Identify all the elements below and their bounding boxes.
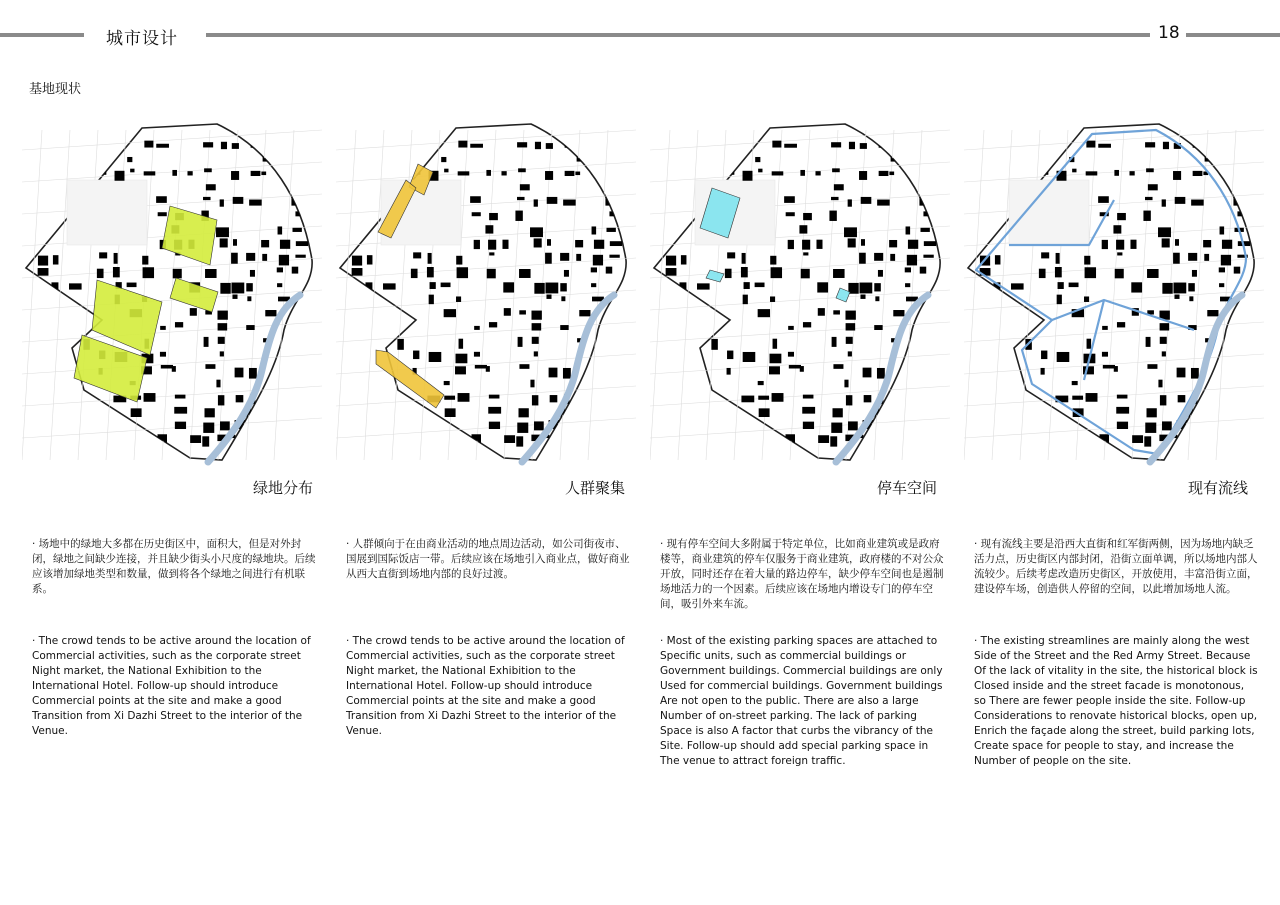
site-map-circulation	[964, 120, 1264, 480]
header-rule-end	[1186, 33, 1280, 37]
cn-description-greenspace: · 场地中的绿地大多都在历史街区中，面积大，但是对外封闭，绿地之间缺少连接，并且缺少街头小尺度的绿地块。后续应该增加绿地类型和数量，做到将各个绿地之间进行有机联系。	[32, 538, 316, 595]
en-description-greenspace: · The crowd tends to be active around the location of Commercial activities, such as the corporate street Night market, the National Exhibition to the International Hotel. Follow-up should introduce Commercial points at the site and make a good Transition from Xi Dazhi Street to the interior of the Venue.	[32, 635, 311, 737]
site-map-crowd	[336, 120, 636, 480]
cn-description-crowd: · 人群倾向于在由商业活动的地点周边活动，如公司街夜市、国展到国际饭店一带。后续应该在场地引入商业点，做好商业从西大直街到场地内部的良好过渡。	[346, 538, 630, 580]
en-description-parking: · Most of the existing parking spaces are attached to Specific units, such as commercial buildings or Government buildings. Commercial buildings are only Used for commercial buildings. Government buildings Are not open to the public. There are also a large Number of on-street parking. The lack of parking Space is also A factor that curbs the vibrancy of the Site. Follow-up should add special parking space in The venue to attract foreign traffic.	[660, 635, 943, 767]
caption-greenspace: 绿地分布	[253, 479, 314, 497]
cn-description-parking: · 现有停车空间大多附属于特定单位，比如商业建筑或是政府楼等，商业建筑的停车仅服务于商业建筑，政府楼的不对公众开放，同时还存在着大量的路边停车，缺少停车空间也是遏制场地活力的一个因素。后续应该在场地内增设专门的停车空间，吸引外来车流。	[660, 538, 944, 610]
page-header-title: 城市设计	[106, 29, 178, 49]
caption-circulation: 现有流线	[1188, 479, 1249, 497]
cn-description-circulation: · 现有流线主要是沿西大直街和红军街两侧，因为场地内缺乏活力点，历史街区内部封闭，沿街立面单调，所以场地内部人流较少。后续考虑改造历史街区，开放使用，丰富沿街立面，建设停车场，创造供人停留的空间，以此增加场地人流。	[974, 538, 1258, 595]
en-description-crowd: · The crowd tends to be active around the location of Commercial activities, such as the corporate street Night market, the National Exhibition to the International Hotel. Follow-up should introduce Commercial points at the site and make a good Transition from Xi Dazhi Street to the interior of the Venue.	[346, 635, 625, 737]
caption-crowd: 人群聚集	[565, 479, 626, 497]
site-map-parking	[650, 120, 950, 480]
header-rule-right	[206, 33, 1150, 37]
page-number: 18	[1158, 23, 1180, 43]
header-rule-left	[0, 33, 84, 37]
en-description-circulation: · The existing streamlines are mainly along the west Side of the Street and the Red Army Street. Because Of the lack of vitality in the site, the historical block is Closed inside and the street facade is monotonous, so There are fewer people inside the site. Follow-up Considerations to renovate historical blocks, open up, Enrich the façade along the street, build parking lots, Create space for people to stay, and increase the Number of people on the site.	[974, 635, 1258, 767]
site-map-greenspace	[22, 120, 322, 480]
caption-parking: 停车空间	[877, 479, 938, 497]
section-title: 基地现状	[29, 82, 82, 97]
